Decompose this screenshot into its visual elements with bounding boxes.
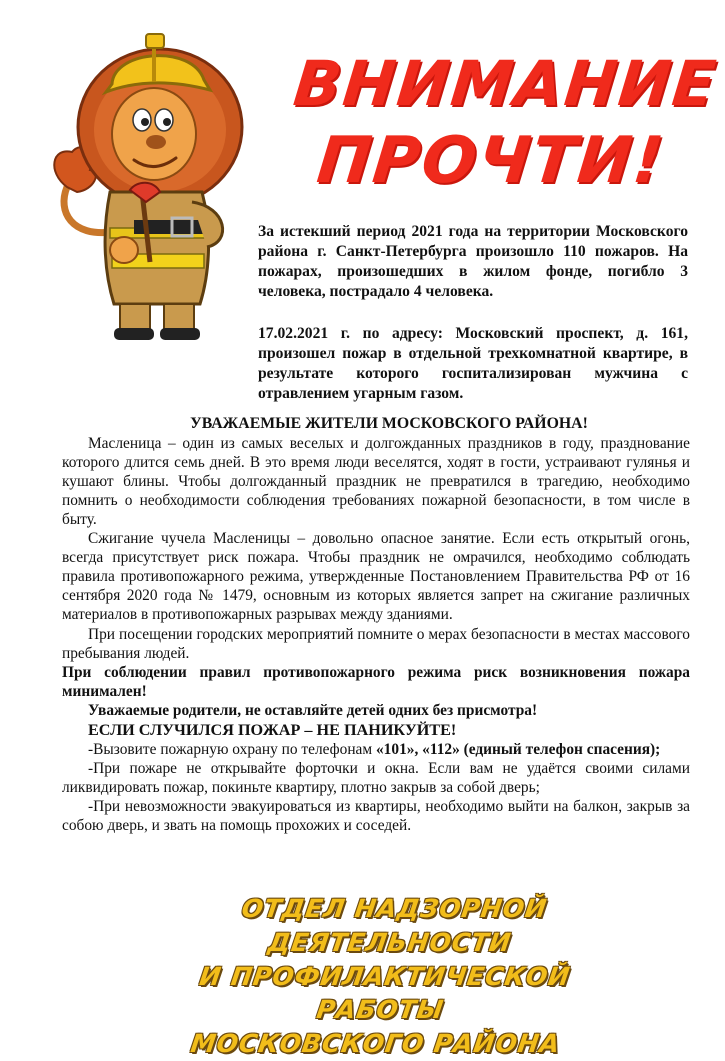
incident-facts [258,222,688,426]
headline-line-1: ВНИМАНИЕ [290,47,721,120]
instruction-call-numbers: «101», «112» (единый телефон спасения); [375,741,661,759]
instruction-call-prefix: -Вызовите пожарную охрану по телефонам [88,741,376,759]
department-footer [138,892,632,1061]
headline-line-2: ПРОЧТИ! [313,124,669,199]
firefighter-lion-mascot-icon [42,22,262,342]
instruction-windows: -При пожаре не открывайте форточки и окна. Если вам не удаётся своими силами ликвидировать пожар, покиньте квартиру, плотно закрыв за собой дверь; [62,760,690,797]
instruction-call [62,740,690,759]
incident-report: 17.02.2021 г. по адресу: Московский проспект, д. 161, произошел пожар в отдельной трехкомнатной квартире, в результате которого госпитализирован мужчина с отравлением угарным газом. [258,324,688,402]
bold-note-parents: Уважаемые родители, не оставляйте детей одних без присмотра! [88,701,538,719]
emergency-title: ЕСЛИ СЛУЧИЛСЯ ПОЖАР – НЕ ПАНИКУЙТЕ! [88,720,457,739]
paragraph-burning: Сжигание чучела Масленицы – довольно опасное занятие. Если есть открытый огонь, всегда присутствует риск пожара. Чтобы праздник не омрачился, необходимо соблюдать правила противопожарного режима, утвержденные Постановлением Правительства РФ от 16 сентября 2020 года № 1479, основным из которых является запрет на сжигание различных материалов в противопожарных разрывах между зданиями. [62,530,690,624]
footer-line-1: ОТДЕЛ НАДЗОРНОЙ ДЕЯТЕЛЬНОСТИ [239,894,550,957]
paragraph-maslenitsa: Масленица – один из самых веселых и долгожданных праздников в году, празднование которого длится семь дней. В это время люди веселятся, ходят в гости, устраивают гулянья и кушают блины. Чтобы долгожданный праздник не превратился в трагедию, необходимо помнить о необходимости соблюдения требованиях пожарной безопасности, в том числе в быту. [62,434,690,528]
bold-note-risk: При соблюдении правил противопожарного режима риск возникновения пожара минимален! [62,663,690,700]
fire-statistics: За истекший период 2021 года на территории Московского района г. Санкт-Петербурга произошло 110 пожаров. На пожарах, произошедших в жилом фонде, погибло 3 человека, пострадало 4 человека. [258,223,688,300]
footer-line-2: И ПРОФИЛАКТИЧЕСКОЙ РАБОТЫ [197,961,573,1025]
main-text [62,414,690,836]
footer-line-3: МОСКОВСКОГО РАЙОНА [188,1029,563,1058]
instruction-balcony: -При невозможности эвакуироваться из квартиры, необходимо выйти на балкон, закрыв за собою дверь, и звать на помощь прохожих и соседей. [62,798,690,835]
paragraph-events: При посещении городских мероприятий помните о мерах безопасности в местах массового пребывания людей. [62,625,690,662]
headline [283,47,721,199]
greeting-heading: УВАЖАЕМЫЕ ЖИТЕЛИ МОСКОВСКОГО РАЙОНА! [190,415,588,432]
